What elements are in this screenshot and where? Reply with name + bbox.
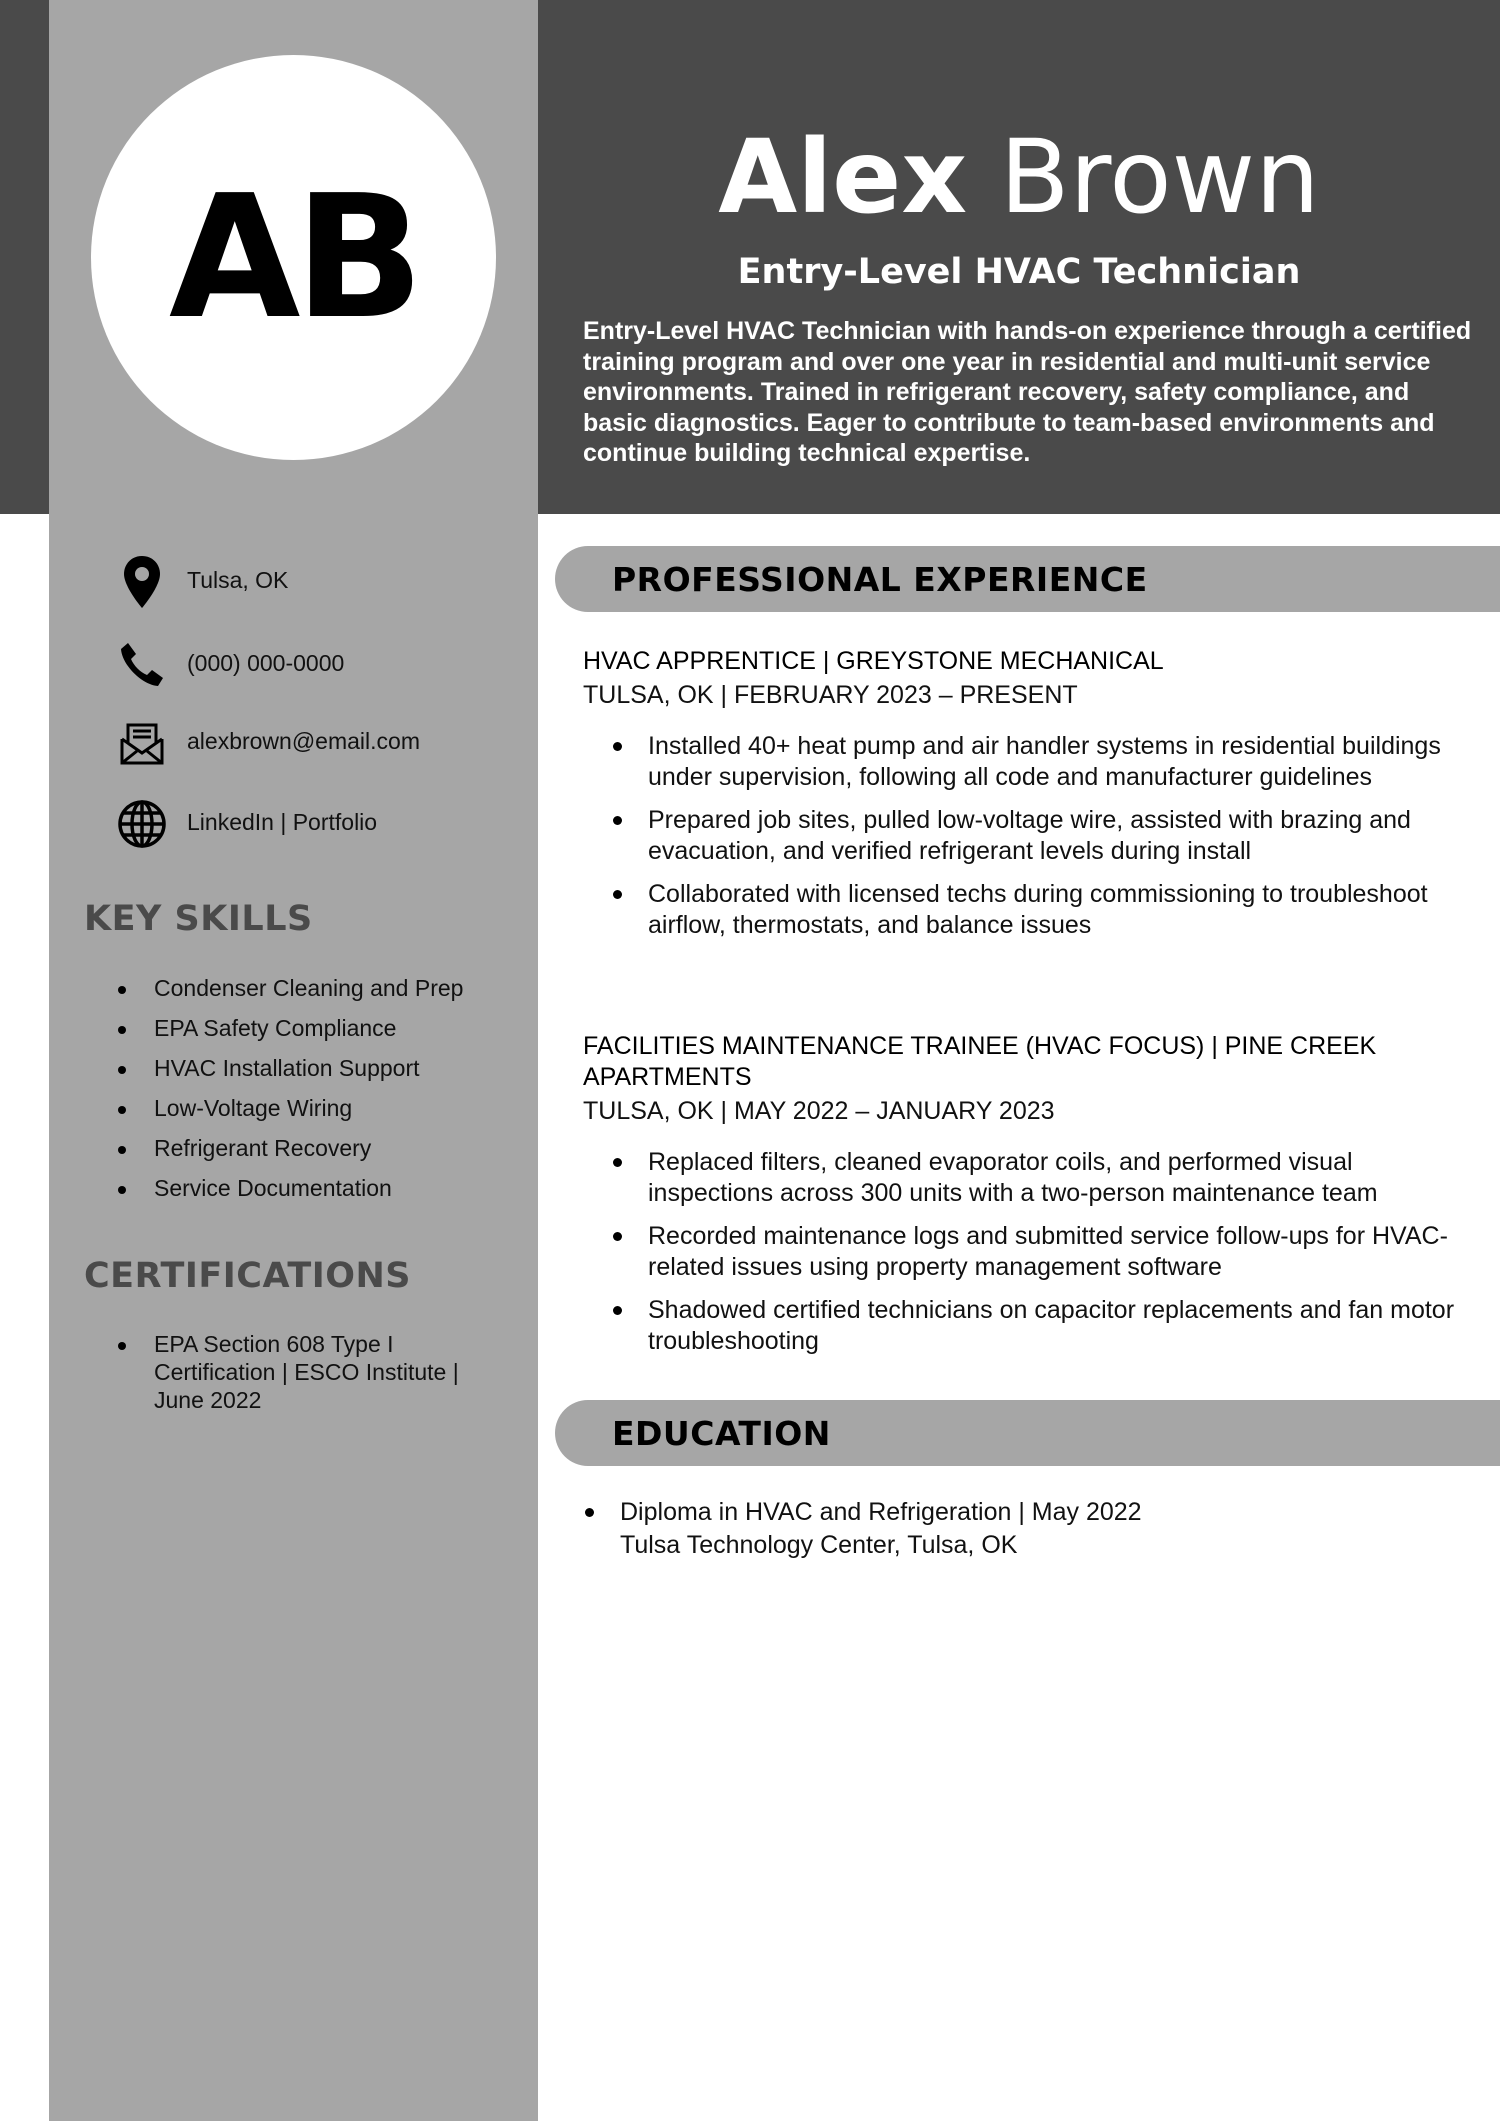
certification-item: EPA Section 608 Type I Certification | ESCO Institute | June 2022 <box>114 1330 504 1414</box>
job-entry <box>583 646 1463 953</box>
certifications-heading: CERTIFICATIONS <box>84 1256 412 1296</box>
experience-section-bar <box>555 546 1500 612</box>
job-meta: TULSA, OK | MAY 2022 – JANUARY 2023 <box>583 1097 1055 1125</box>
experience-heading: PROFESSIONAL EXPERIENCE <box>612 560 1148 599</box>
job-entry <box>583 1031 1463 1369</box>
job-bullet: Installed 40+ heat pump and air handler systems in residential buildings under supervision, following all code and manufacturer guidelines <box>583 731 1463 793</box>
skill-item: Service Documentation <box>114 1174 514 1214</box>
skill-item: Low-Voltage Wiring <box>114 1094 514 1134</box>
job-bullet: Recorded maintenance logs and submitted service follow-ups for HVAC-related issues using property management software <box>583 1221 1463 1283</box>
job-bullet: Collaborated with licensed techs during commissioning to troubleshoot airflow, thermostats, and balance issues <box>583 879 1463 941</box>
location-pin-icon <box>115 555 169 609</box>
education-section-bar <box>555 1400 1500 1466</box>
education-list <box>583 1496 1463 1562</box>
education-school: Tulsa Technology Center, Tulsa, OK <box>620 1531 1018 1559</box>
skills-heading: KEY SKILLS <box>84 899 313 939</box>
job-bullet: Replaced filters, cleaned evaporator coils, and performed visual inspections across 300 units with a two-person maintenance team <box>583 1147 1463 1209</box>
globe-icon <box>115 797 169 851</box>
job-title-heading: Entry-Level HVAC Technician <box>737 252 1301 292</box>
job-meta: TULSA, OK | FEBRUARY 2023 – PRESENT <box>583 681 1078 709</box>
education-degree: Diploma in HVAC and Refrigeration | May 2022 <box>620 1498 1142 1526</box>
phone-icon <box>115 638 169 692</box>
education-heading: EDUCATION <box>612 1414 831 1453</box>
job-bullets <box>583 731 1463 941</box>
skill-item: EPA Safety Compliance <box>114 1014 514 1054</box>
links-text[interactable]: LinkedIn | Portfolio <box>187 809 378 835</box>
skill-item: HVAC Installation Support <box>114 1054 514 1094</box>
education-item <box>583 1496 1463 1562</box>
skills-list <box>114 974 514 1214</box>
job-bullets <box>583 1147 1463 1357</box>
certifications-list <box>114 1330 504 1414</box>
candidate-name <box>538 118 1500 238</box>
summary: Entry-Level HVAC Technician with hands-on experience through a certified training program and over one year in residential and multi-unit service environments. Trained in refrigerant recovery, safety compliance, and basic diagnostics. Eager to contribute to team-based environments and continue building technical expertise. <box>583 317 1472 467</box>
job-title: FACILITIES MAINTENANCE TRAINEE (HVAC FOCUS) | PINE CREEK APARTMENTS <box>583 1032 1377 1091</box>
location-text: Tulsa, OK <box>187 567 289 593</box>
last-name: Brown <box>999 118 1320 237</box>
avatar-initials: AB <box>168 158 419 357</box>
avatar <box>91 55 496 460</box>
job-bullet: Prepared job sites, pulled low-voltage wire, assisted with brazing and evacuation, and verified refrigerant levels during install <box>583 805 1463 867</box>
email-text[interactable]: alexbrown@email.com <box>187 728 420 754</box>
first-name: Alex <box>718 118 968 237</box>
phone-text: (000) 000-0000 <box>187 650 345 676</box>
job-bullet: Shadowed certified technicians on capacitor replacements and fan motor troubleshooting <box>583 1295 1463 1357</box>
job-title: HVAC APPRENTICE | GREYSTONE MECHANICAL <box>583 647 1164 675</box>
skill-item: Condenser Cleaning and Prep <box>114 974 514 1014</box>
skill-item: Refrigerant Recovery <box>114 1134 514 1174</box>
envelope-icon <box>115 716 169 770</box>
